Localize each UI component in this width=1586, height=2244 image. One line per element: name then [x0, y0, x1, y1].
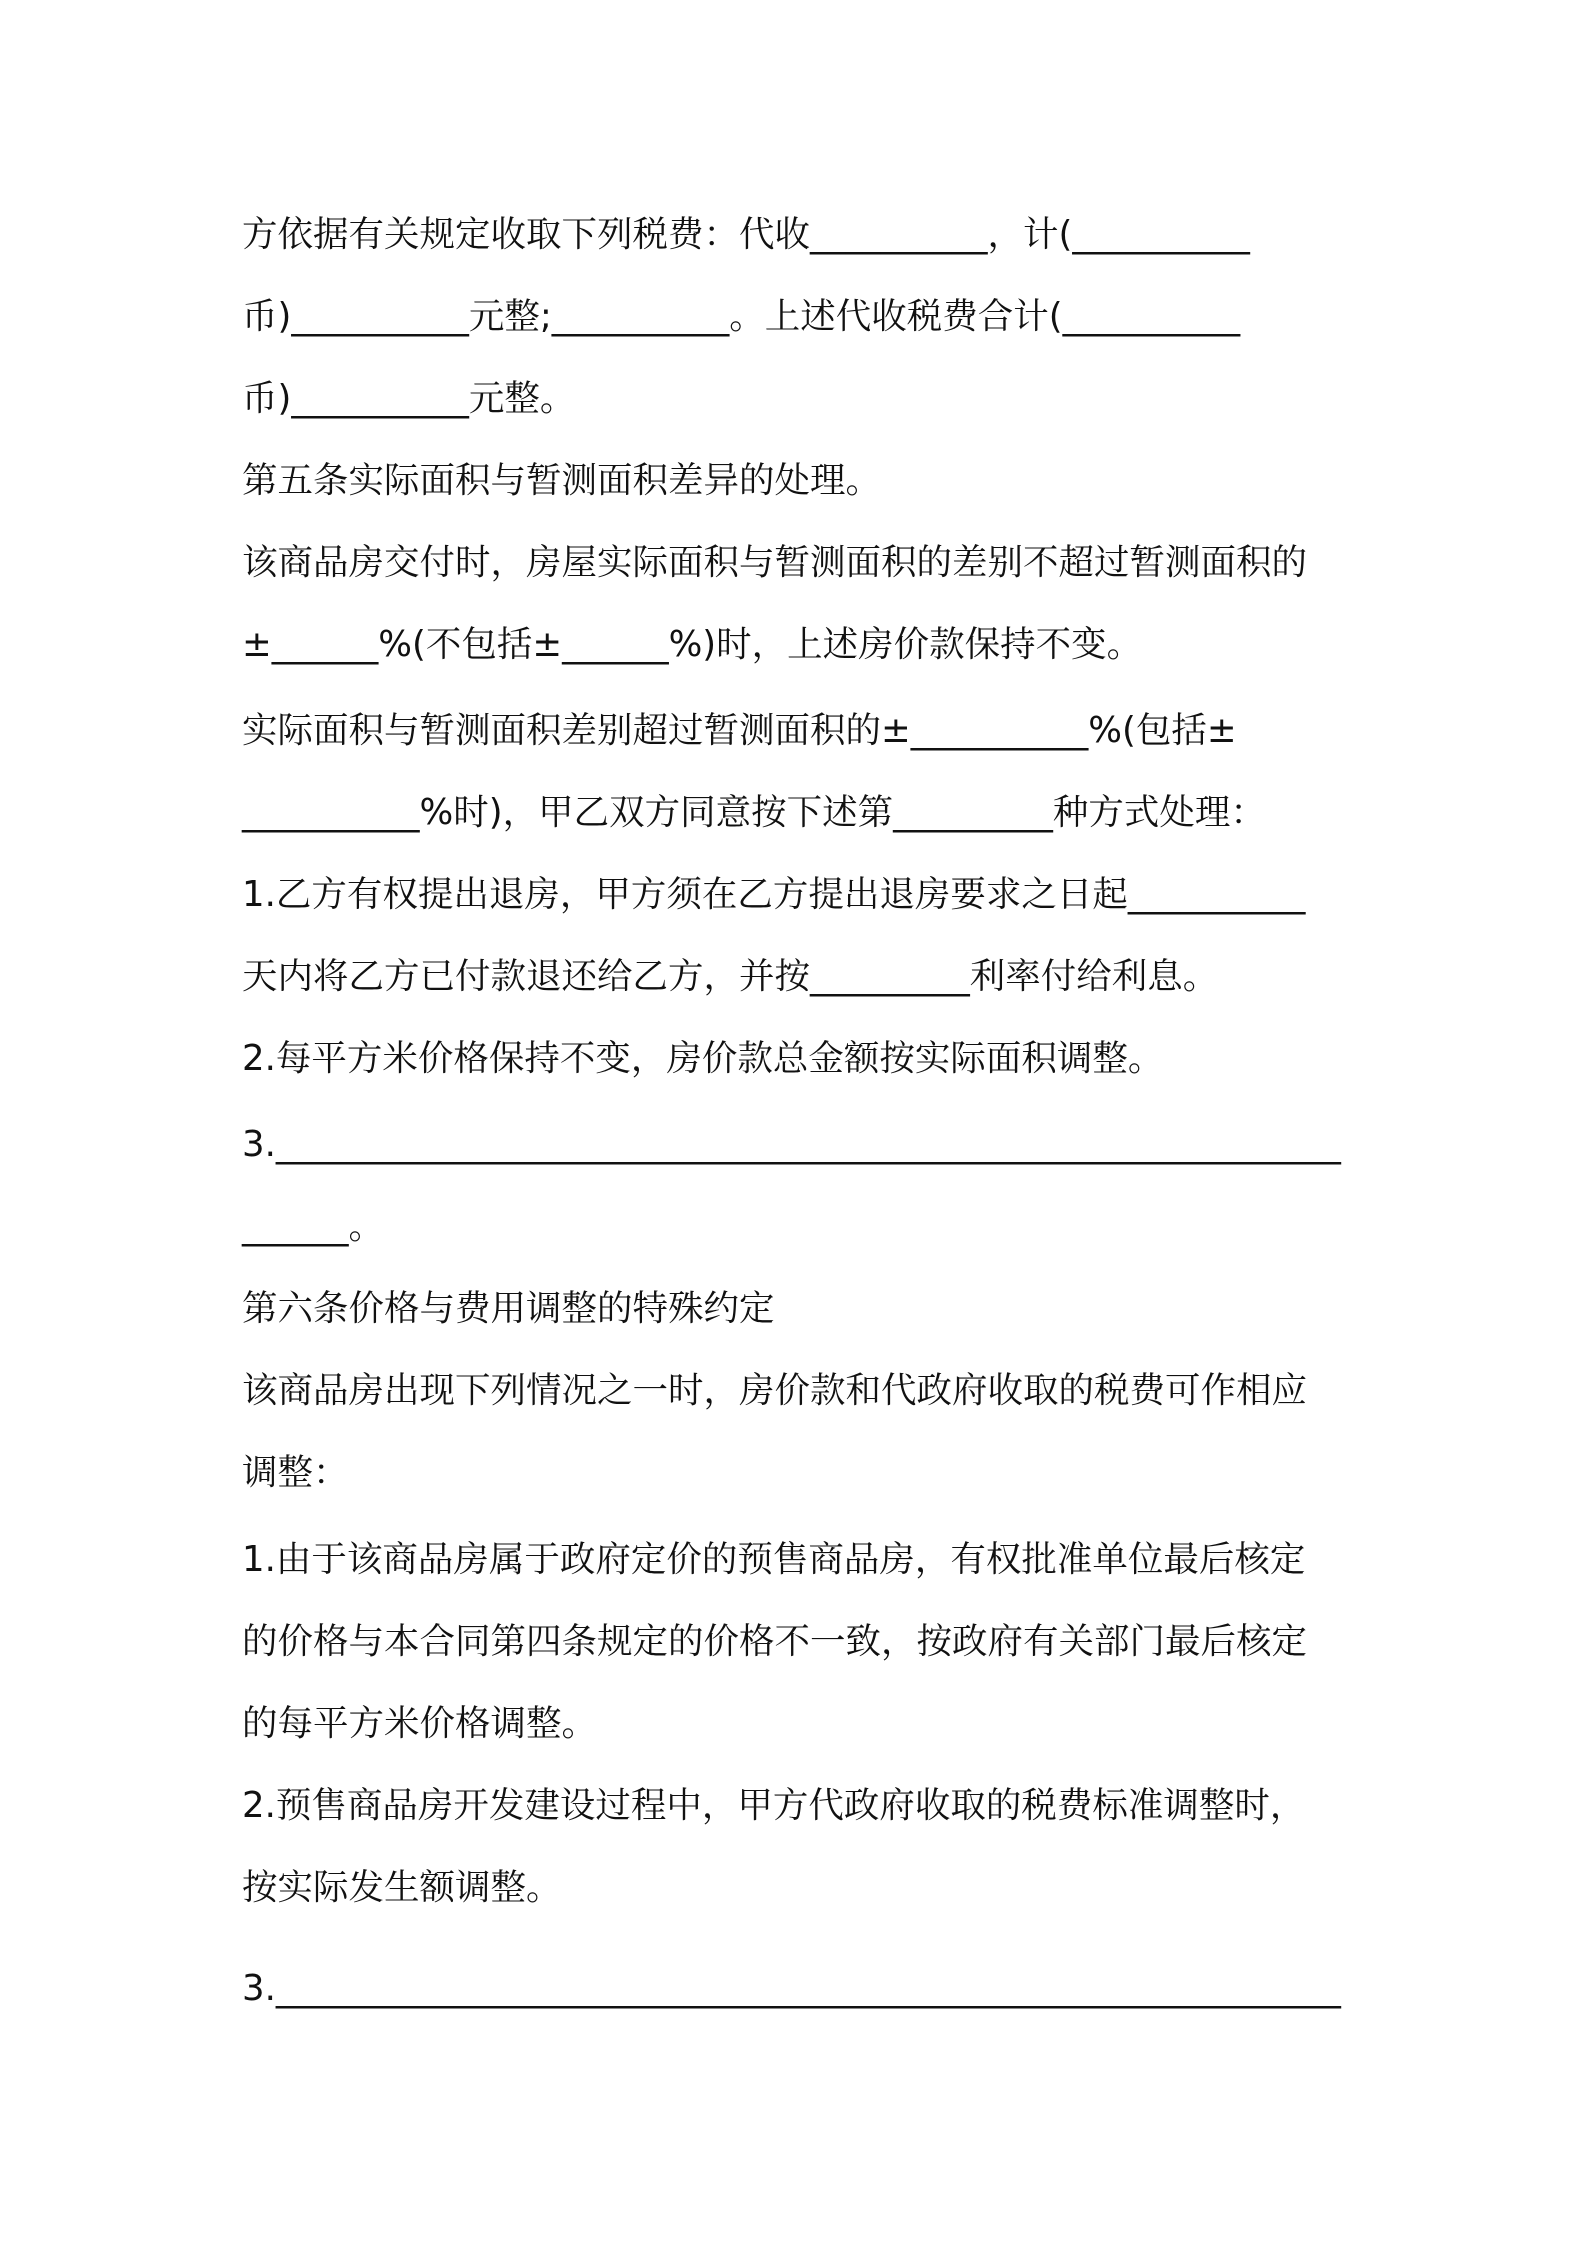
text-line: 该商品房出现下列情况之一时，房价款和代政府收取的税费可作相应	[242, 1370, 1308, 1411]
list-item: 3.____________________________________________________________	[242, 1968, 1341, 2009]
text-line: 的价格与本合同第四条规定的价格不一致，按政府有关部门最后核定	[242, 1621, 1308, 1662]
text-line: __________%时)，甲乙双方同意按下述第_________种方式处理：	[242, 792, 1266, 833]
text-line: 实际面积与暂测面积差别超过暂测面积的±__________%(包括±	[242, 710, 1237, 751]
list-item: 2.每平方米价格保持不变，房价款总金额按实际面积调整。	[242, 1038, 1164, 1079]
list-item: 3.____________________________________________________________	[242, 1124, 1341, 1165]
section-heading: 第六条价格与费用调整的特殊约定	[242, 1288, 775, 1329]
text-line: 方依据有关规定收取下列税费：代收__________，计(__________	[242, 214, 1250, 255]
list-item: 1.由于该商品房属于政府定价的预售商品房，有权批准单位最后核定	[242, 1539, 1306, 1580]
text-line: 币)__________元整。	[242, 378, 576, 419]
text-line: 调整：	[242, 1452, 349, 1493]
text-line: 按实际发生额调整。	[242, 1867, 562, 1908]
text-line: ±______%(不包括±______%)时，上述房价款保持不变。	[242, 624, 1143, 665]
text-line: 的每平方米价格调整。	[242, 1703, 598, 1744]
list-item: 2.预售商品房开发建设过程中，甲方代政府收取的税费标准调整时，	[242, 1785, 1306, 1826]
text-line: 该商品房交付时，房屋实际面积与暂测面积的差别不超过暂测面积的	[242, 542, 1308, 583]
text-line: 币)__________元整;__________。上述代收税费合计(__________	[242, 296, 1241, 337]
text-line: ______。	[242, 1206, 385, 1247]
section-heading: 第五条实际面积与暂测面积差异的处理。	[242, 460, 882, 501]
list-item: 1.乙方有权提出退房，甲方须在乙方提出退房要求之日起__________	[242, 874, 1306, 915]
text-line: 天内将乙方已付款退还给乙方，并按_________利率付给利息。	[242, 956, 1219, 997]
